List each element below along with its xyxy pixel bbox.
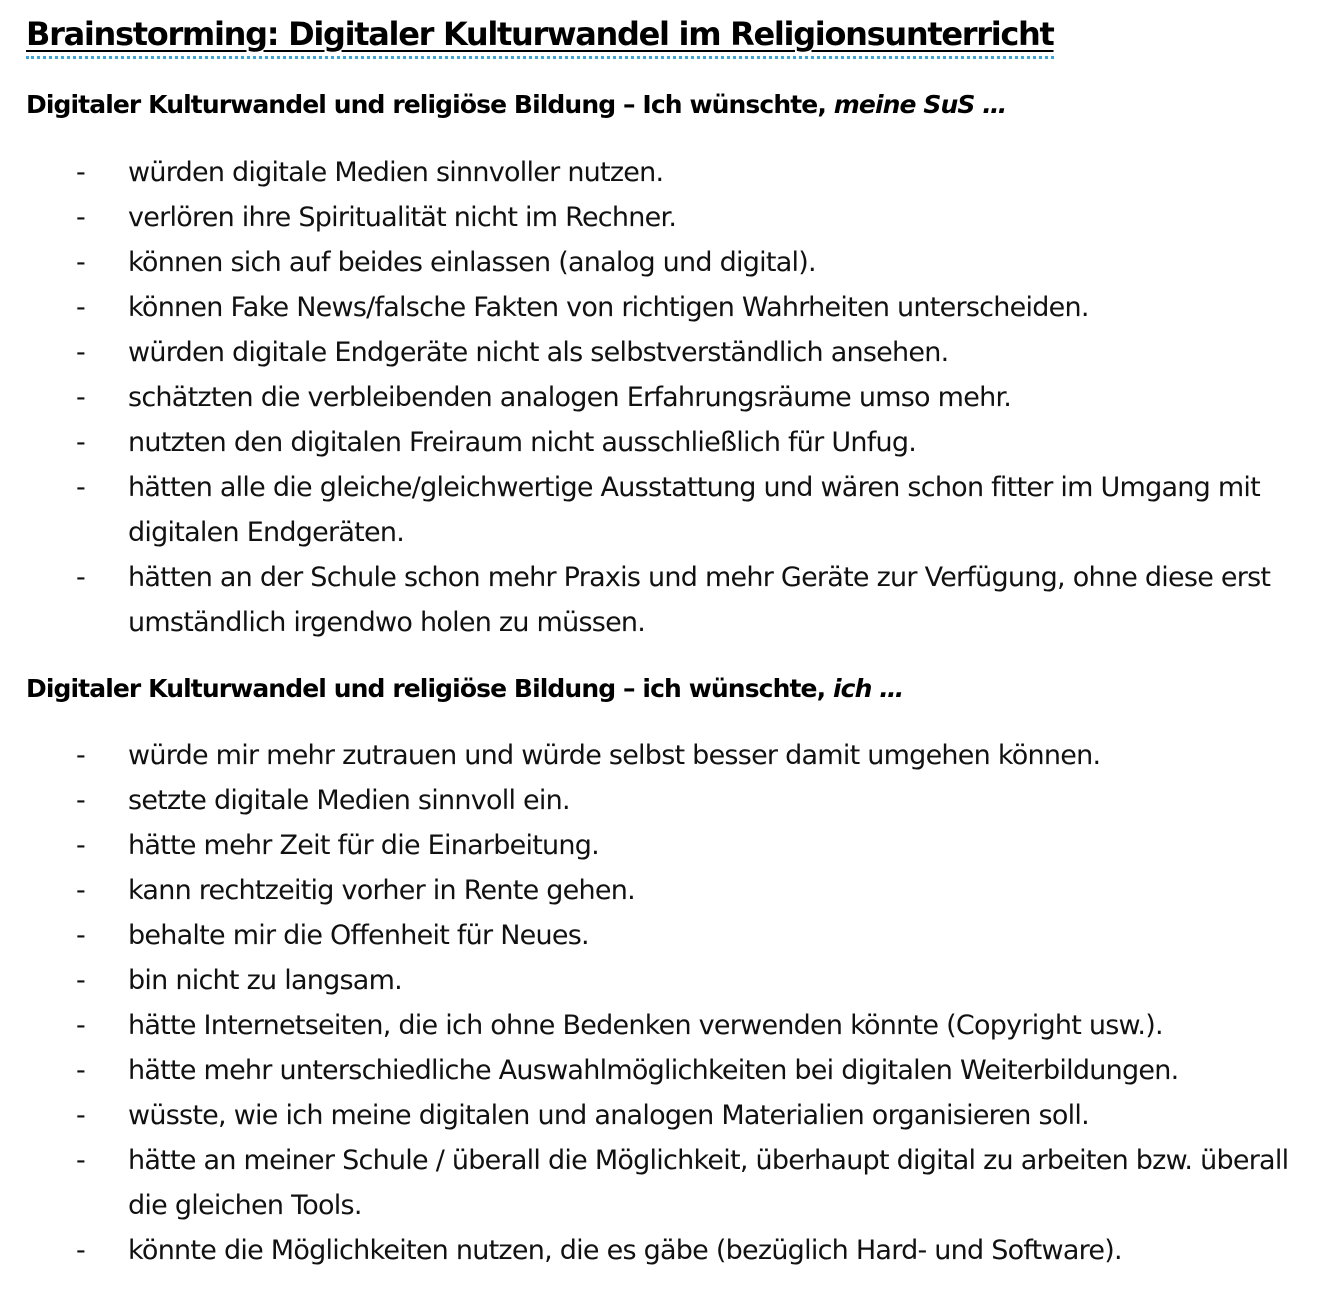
self-wish-list [26, 733, 1306, 1273]
list-item-text: würde mir mehr zutrauen und würde selbst besser damit umgehen können. [128, 740, 1101, 771]
bullet-dash: - [76, 382, 85, 413]
list-item-text: bin nicht zu langsam. [128, 965, 402, 996]
bullet-dash: - [76, 337, 85, 368]
list-item [26, 375, 1306, 420]
list-item [26, 1093, 1306, 1138]
list-item [26, 823, 1306, 868]
list-item-text: würden digitale Endgeräte nicht als selbstverständlich ansehen. [128, 337, 949, 368]
list-item [26, 778, 1306, 823]
bullet-dash: - [76, 830, 85, 861]
section-heading-students-italic: meine SuS … [833, 90, 1007, 119]
bullet-dash: - [76, 1145, 85, 1176]
section-heading-self [26, 672, 903, 706]
list-item [26, 330, 1306, 375]
bullet-dash: - [76, 740, 85, 771]
bullet-dash: - [76, 562, 85, 593]
list-item [26, 958, 1306, 1003]
section-heading-self-italic: ich … [833, 674, 904, 703]
list-item-text: hätten alle die gleiche/gleichwertige Ausstattung und wären schon fitter im Umgang mit digitalen Endgeräten. [128, 472, 1260, 548]
list-item-text: hätte mehr unterschiedliche Auswahlmöglichkeiten bei digitalen Weiterbildungen. [128, 1055, 1179, 1086]
students-wish-list [26, 150, 1306, 645]
list-item [26, 240, 1306, 285]
list-item-text: hätte an meiner Schule / überall die Möglichkeit, überhaupt digital zu arbeiten bzw. überall die gleichen Tools. [128, 1145, 1289, 1221]
section-heading-students [26, 88, 1006, 122]
list-item [26, 868, 1306, 913]
list-item-text: schätzten die verbleibenden analogen Erfahrungsräume umso mehr. [128, 382, 1012, 413]
list-item [26, 285, 1306, 330]
list-item-text: wüsste, wie ich meine digitalen und analogen Materialien organisieren soll. [128, 1100, 1089, 1131]
list-item-text: würden digitale Medien sinnvoller nutzen. [128, 157, 664, 188]
bullet-dash: - [76, 1010, 85, 1041]
document-title: Brainstorming: Digitaler Kulturwandel im Religionsunterricht [26, 14, 1054, 59]
list-item-text: hätte mehr Zeit für die Einarbeitung. [128, 830, 599, 861]
bullet-dash: - [76, 1055, 85, 1086]
section-heading-students-text: Digitaler Kulturwandel und religiöse Bildung – Ich wünschte, [26, 90, 834, 119]
list-item-text: kann rechtzeitig vorher in Rente gehen. [128, 875, 635, 906]
list-item-text: könnte die Möglichkeiten nutzen, die es gäbe (bezüglich Hard- und Software). [128, 1235, 1122, 1266]
bullet-dash: - [76, 292, 85, 323]
list-item-text: behalte mir die Offenheit für Neues. [128, 920, 589, 951]
list-item [26, 1048, 1306, 1093]
bullet-dash: - [76, 202, 85, 233]
list-item-text: hätten an der Schule schon mehr Praxis und mehr Geräte zur Verfügung, ohne diese erst umständlich irgendwo holen zu müssen. [128, 562, 1271, 638]
bullet-dash: - [76, 157, 85, 188]
section-heading-self-text: Digitaler Kulturwandel und religiöse Bildung – ich wünschte, [26, 674, 834, 703]
list-item-text: setzte digitale Medien sinnvoll ein. [128, 785, 570, 816]
list-item-text: können Fake News/falsche Fakten von richtigen Wahrheiten unterscheiden. [128, 292, 1089, 323]
list-item [26, 195, 1306, 240]
list-item-text: können sich auf beides einlassen (analog und digital). [128, 247, 816, 278]
list-item [26, 1228, 1306, 1273]
list-item [26, 913, 1306, 958]
bullet-dash: - [76, 875, 85, 906]
document-page [26, 0, 1306, 1266]
list-item [26, 733, 1306, 778]
list-item-text: nutzten den digitalen Freiraum nicht ausschließlich für Unfug. [128, 427, 917, 458]
list-item-text: verlören ihre Spiritualität nicht im Rechner. [128, 202, 677, 233]
bullet-dash: - [76, 965, 85, 996]
bullet-dash: - [76, 427, 85, 458]
bullet-dash: - [76, 1235, 85, 1266]
list-item [26, 465, 1306, 555]
list-item [26, 555, 1306, 645]
list-item [26, 1003, 1306, 1048]
list-item [26, 420, 1306, 465]
bullet-dash: - [76, 472, 85, 503]
list-item [26, 150, 1306, 195]
bullet-dash: - [76, 785, 85, 816]
list-item [26, 1138, 1306, 1228]
bullet-dash: - [76, 920, 85, 951]
bullet-dash: - [76, 247, 85, 278]
bullet-dash: - [76, 1100, 85, 1131]
list-item-text: hätte Internetseiten, die ich ohne Bedenken verwenden könnte (Copyright usw.). [128, 1010, 1163, 1041]
